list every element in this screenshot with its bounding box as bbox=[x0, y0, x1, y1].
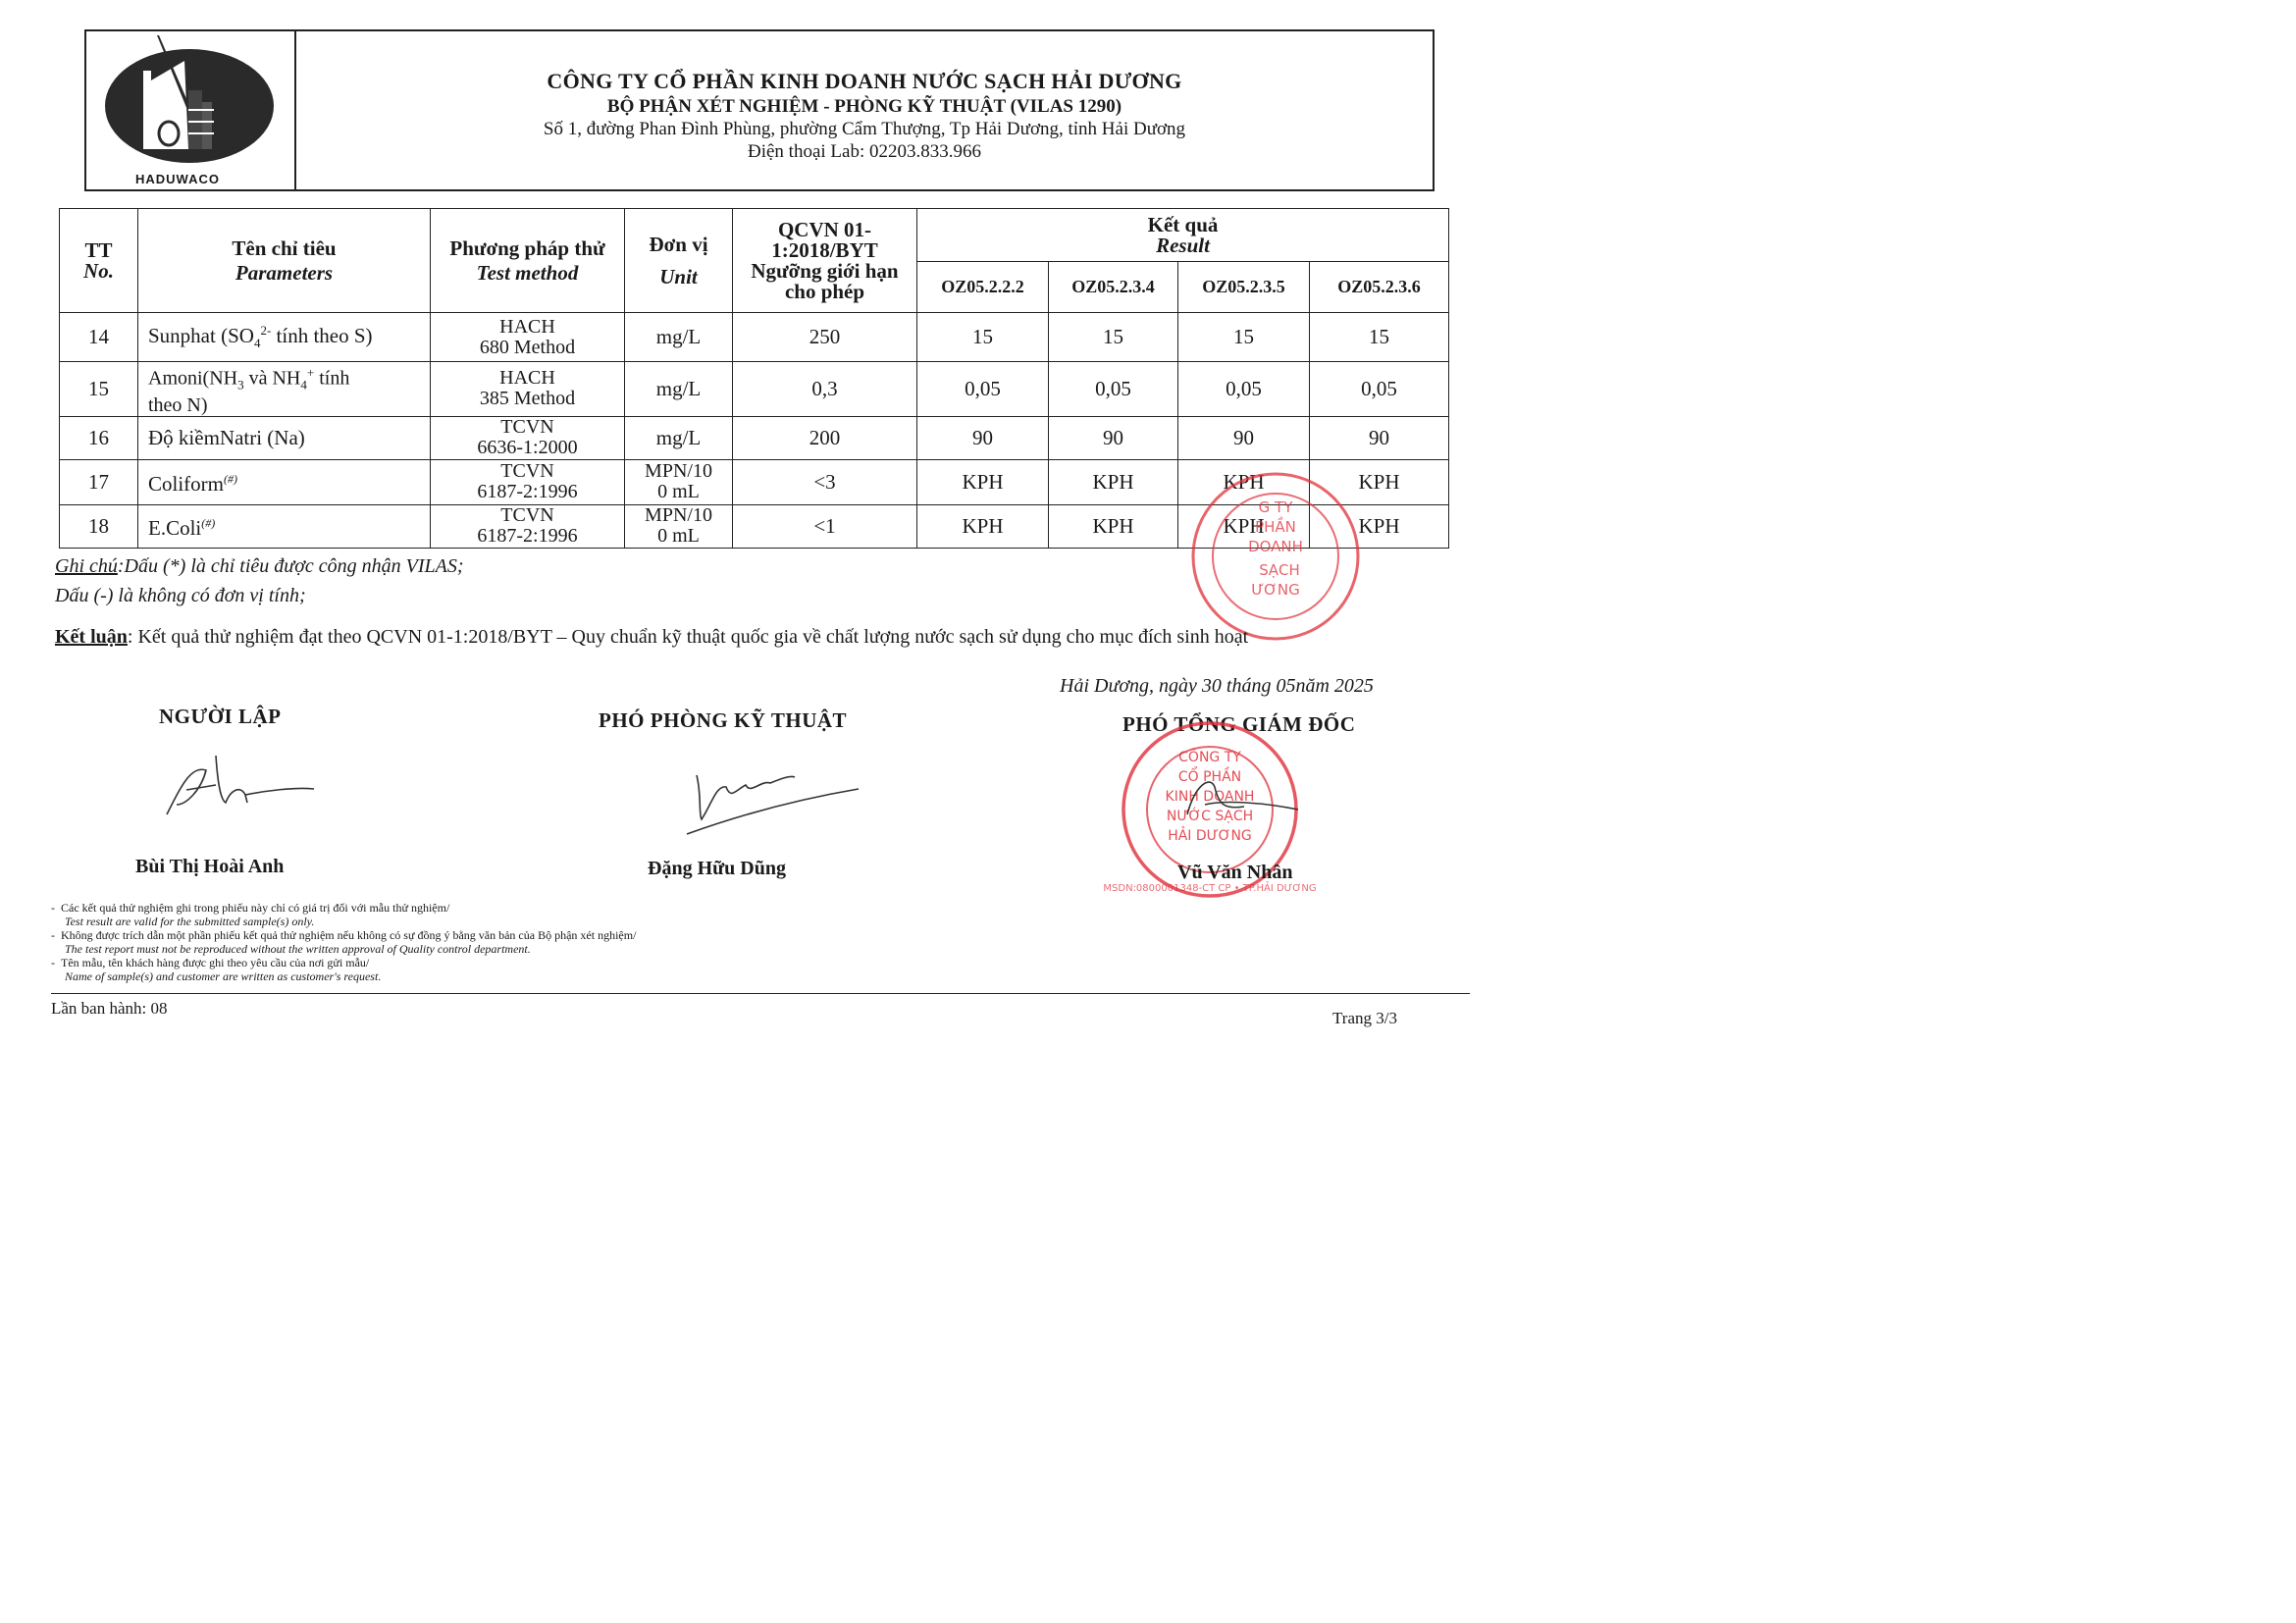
test-method: TCVN 6187-2:1996 bbox=[431, 504, 625, 548]
sample-code: OZ05.2.3.6 bbox=[1310, 262, 1449, 313]
col-header-method: Phương pháp thử Test method bbox=[431, 209, 625, 313]
svg-text:NƯỚC SẠCH: NƯỚC SẠCH bbox=[1166, 809, 1254, 824]
company-logo-icon bbox=[86, 31, 292, 188]
footnote: - Tên mẫu, tên khách hàng được ghi theo yêu cầu của nơi gửi mẫu/ bbox=[51, 956, 370, 969]
col-header-no: TT No. bbox=[60, 209, 138, 313]
result-cell: 90 bbox=[917, 416, 1049, 459]
svg-text:CỔ PHẦN: CỔ PHẦN bbox=[1177, 769, 1242, 785]
letterhead bbox=[84, 29, 1435, 191]
company-info bbox=[296, 31, 1433, 189]
result-cell: KPH bbox=[917, 459, 1049, 504]
signer-name-deputy-director: Vũ Văn Nhân bbox=[1177, 862, 1293, 883]
signer-name-deputy-head: Đặng Hữu Dũng bbox=[648, 858, 786, 879]
svg-text:HẢI DƯƠNG: HẢI DƯƠNG bbox=[1168, 828, 1252, 844]
svg-text:MSDN:0800001348-CT CP • TP.HẢI: MSDN:0800001348-CT CP • TP.HẢI DƯƠNG bbox=[1103, 883, 1317, 894]
svg-text:CÔNG TY: CÔNG TY bbox=[1178, 750, 1241, 765]
parameter-name: $Amoni(NH_3$ và $NH_4^+$ tính theo N) bbox=[138, 362, 431, 417]
col-header-result: Kết quả Result bbox=[917, 209, 1449, 262]
edition-number: Lần ban hành: 08 bbox=[51, 999, 168, 1018]
limit: 250 bbox=[733, 313, 917, 362]
parameter-name: E.Coli(#) bbox=[138, 504, 431, 548]
lab-phone: Điện thoại Lab: 02203.833.966 bbox=[748, 141, 981, 162]
test-method: HACH 385 Method bbox=[431, 362, 625, 417]
result-cell: KPH bbox=[1049, 504, 1178, 548]
unit: mg/L bbox=[625, 362, 733, 417]
svg-text:DOANH: DOANH bbox=[1248, 538, 1303, 555]
result-cell: 0,05 bbox=[917, 362, 1049, 417]
unit: MPN/10 0 mL bbox=[625, 459, 733, 504]
unit: mg/L bbox=[625, 313, 733, 362]
date-place: Hải Dương, ngày 30 tháng 05năm 2025 bbox=[1060, 675, 1374, 697]
result-cell: 15 bbox=[1049, 313, 1178, 362]
signature-preparer-icon bbox=[147, 746, 324, 824]
test-method: TCVN 6187-2:1996 bbox=[431, 459, 625, 504]
table-row bbox=[60, 362, 1449, 417]
row-number: 14 bbox=[60, 313, 138, 362]
result-cell: KPH bbox=[917, 504, 1049, 548]
footnote-en: The test report must not be reproduced without the written approval of Quality control department. bbox=[65, 942, 531, 956]
svg-text:KINH DOANH: KINH DOANH bbox=[1165, 789, 1255, 805]
signer-title-deputy-director: PHÓ TỔNG GIÁM ĐỐC bbox=[1122, 712, 1356, 736]
footnote-en: Name of sample(s) and customer are written as customer's request. bbox=[65, 969, 382, 983]
result-cell: 90 bbox=[1310, 416, 1449, 459]
limit: <3 bbox=[733, 459, 917, 504]
result-cell: 0,05 bbox=[1310, 362, 1449, 417]
logo-text: HADUWACO bbox=[135, 172, 220, 186]
result-cell: KPH bbox=[1178, 459, 1310, 504]
row-number: 16 bbox=[60, 416, 138, 459]
col-header-unit: Đơn vị Unit bbox=[625, 209, 733, 313]
sample-code: OZ05.2.2.2 bbox=[917, 262, 1049, 313]
result-cell: KPH bbox=[1178, 504, 1310, 548]
test-method: TCVN 6636-1:2000 bbox=[431, 416, 625, 459]
result-cell: KPH bbox=[1310, 504, 1449, 548]
table-row bbox=[60, 313, 1449, 362]
footnotes bbox=[51, 901, 934, 983]
signature-deputy-head-icon bbox=[677, 765, 873, 844]
limit: <1 bbox=[733, 504, 917, 548]
footer-divider bbox=[51, 993, 1470, 994]
department-name: BỘ PHẬN XÉT NGHIỆM - PHÒNG KỸ THUẬT (VILAS 1290) bbox=[606, 96, 1122, 117]
company-address: Số 1, đường Phan Đình Phùng, phường Cẩm Thượng, Tp Hải Dương, tỉnh Hải Dương bbox=[543, 119, 1186, 139]
result-cell: 0,05 bbox=[1178, 362, 1310, 417]
unit: MPN/10 0 mL bbox=[625, 504, 733, 548]
col-header-parameters: Tên chỉ tiêu Parameters bbox=[138, 209, 431, 313]
limit: 0,3 bbox=[733, 362, 917, 417]
signer-name-preparer: Bùi Thị Hoài Anh bbox=[135, 856, 285, 877]
company-name: CÔNG TY CỔ PHẦN KINH DOANH NƯỚC SẠCH HẢI DƯƠNG bbox=[547, 69, 1182, 93]
parameter-name: Độ kiềmNatri (Na) bbox=[138, 416, 431, 459]
svg-text:SẠCH: SẠCH bbox=[1259, 561, 1300, 579]
result-cell: 15 bbox=[1178, 313, 1310, 362]
result-cell: KPH bbox=[1049, 459, 1178, 504]
result-cell: 15 bbox=[1310, 313, 1449, 362]
row-number: 17 bbox=[60, 459, 138, 504]
footnote: - Không được trích dẫn một phần phiếu kết quả thử nghiệm nếu không có sự đồng ý bằng văn bản của Bộ phận xét nghiệm/ bbox=[51, 928, 637, 942]
result-cell: 0,05 bbox=[1049, 362, 1178, 417]
svg-text:G TY: G TY bbox=[1258, 498, 1293, 516]
sample-code: OZ05.2.3.4 bbox=[1049, 262, 1178, 313]
conclusion: Kết luận: Kết quả thử nghiệm đạt theo QCVN 01-1:2018/BYT – Quy chuẩn kỹ thuật quốc gia về chất lượng nước sạch sử dụng cho mục đích sinh hoạt bbox=[55, 626, 1249, 648]
logo-box bbox=[86, 31, 296, 189]
result-cell: KPH bbox=[1310, 459, 1449, 504]
parameter-name: Coliform(#) bbox=[138, 459, 431, 504]
row-number: 15 bbox=[60, 362, 138, 417]
table-header-row bbox=[60, 209, 1449, 262]
unit: mg/L bbox=[625, 416, 733, 459]
note-line-1: Ghi chú:Dấu (*) là chỉ tiêu được công nhận VILAS; bbox=[55, 555, 464, 577]
result-cell: 90 bbox=[1178, 416, 1310, 459]
footnote-en: Test result are valid for the submitted sample(s) only. bbox=[65, 915, 315, 928]
test-method: HACH 680 Method bbox=[431, 313, 625, 362]
sample-code: OZ05.2.3.5 bbox=[1178, 262, 1310, 313]
parameter-name: Sunphat ($SO_4^{2-}$ tính theo S) bbox=[138, 313, 431, 362]
svg-text:ƯƠNG: ƯƠNG bbox=[1251, 581, 1300, 599]
signer-title-preparer: NGƯỜI LẬP bbox=[159, 705, 282, 728]
svg-text:PHẦN: PHẦN bbox=[1255, 518, 1296, 536]
row-number: 18 bbox=[60, 504, 138, 548]
note-line-2: Dấu (-) là không có đơn vị tính; bbox=[55, 585, 306, 606]
limit: 200 bbox=[733, 416, 917, 459]
footnote: - Các kết quả thử nghiệm ghi trong phiếu này chỉ có giá trị đối với mẫu thử nghiệm/ bbox=[51, 901, 450, 915]
page-number: Trang 3/3 bbox=[1332, 1009, 1397, 1027]
col-header-limit: QCVN 01- 1:2018/BYT Ngưỡng giới hạn cho phép bbox=[733, 209, 917, 313]
signer-title-deputy-head: PHÓ PHÒNG KỸ THUẬT bbox=[599, 708, 848, 732]
result-cell: 90 bbox=[1049, 416, 1178, 459]
result-cell: 15 bbox=[917, 313, 1049, 362]
